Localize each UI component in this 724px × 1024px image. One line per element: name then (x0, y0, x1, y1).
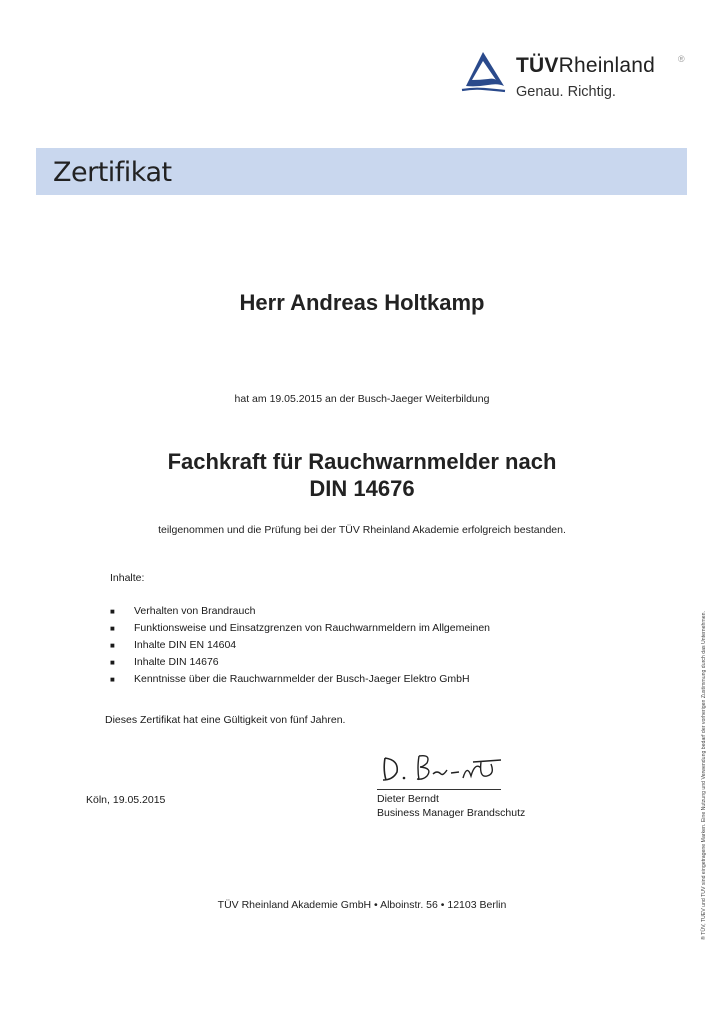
list-item-text: Funktionsweise und Einsatzgrenzen von Rauchwarnmeldern im Allgemeinen (134, 622, 491, 634)
trademark-note: ® TÜV, TUEV und TUV sind eingetragene Marken. Eine Nutzung und Verwendung bedarf der vorherigen Zustimmung durch das Unternehmen. (701, 611, 707, 940)
brand-regular: Rheinland (558, 54, 655, 77)
tuv-rheinland-logo (458, 48, 698, 118)
footer-address: TÜV Rheinland Akademie GmbH • Alboinstr. 56 • 12103 Berlin (217, 899, 507, 911)
list-item-text: Inhalte DIN 14676 (134, 656, 219, 668)
brand-bold: TÜV (516, 54, 559, 77)
bullet-icon: ■ (110, 624, 115, 633)
recipient-name: Herr Andreas Holtkamp (239, 290, 485, 315)
list-item (110, 637, 490, 654)
list-item (110, 620, 490, 637)
course-title (0, 448, 724, 502)
list-item (110, 671, 490, 688)
bullet-icon: ■ (110, 658, 115, 667)
registered-mark: ® (678, 54, 685, 64)
list-item-text: Inhalte DIN EN 14604 (134, 639, 237, 651)
bullet-icon: ■ (110, 675, 115, 684)
course-title-line1: Fachkraft für Rauchwarnmelder nach (167, 449, 557, 474)
signer-name: Dieter Berndt (377, 793, 439, 805)
contents-label: Inhalte: (110, 572, 145, 584)
signer-block (377, 792, 525, 820)
course-title-line2: DIN 14676 (309, 476, 415, 501)
brand-name (516, 54, 655, 78)
brand-tagline: Genau. Richtig. (516, 84, 616, 100)
list-item-text: Verhalten von Brandrauch (134, 605, 256, 617)
passed-text: teilgenommen und die Prüfung bei der TÜV Rheinland Akademie erfolgreich bestanden. (158, 524, 566, 536)
signer-title: Business Manager Brandschutz (377, 807, 526, 819)
signature-line (377, 789, 501, 790)
list-item (110, 654, 490, 671)
validity-text: Dieses Zertifikat hat eine Gültigkeit von fünf Jahren. (105, 714, 346, 726)
contents-list (110, 603, 490, 688)
list-item (110, 603, 490, 620)
tuv-triangle-logo-icon (458, 50, 508, 94)
place-date: Köln, 19.05.2015 (86, 794, 166, 806)
bullet-icon: ■ (110, 641, 115, 650)
document-title: Zertifikat (53, 157, 172, 188)
title-band (36, 148, 687, 195)
intro-text: hat am 19.05.2015 an der Busch-Jaeger Weiterbildung (234, 393, 490, 405)
signature-icon (377, 748, 507, 788)
bullet-icon: ■ (110, 607, 115, 616)
list-item-text: Kenntnisse über die Rauchwarnmelder der Busch-Jaeger Elektro GmbH (134, 673, 470, 685)
